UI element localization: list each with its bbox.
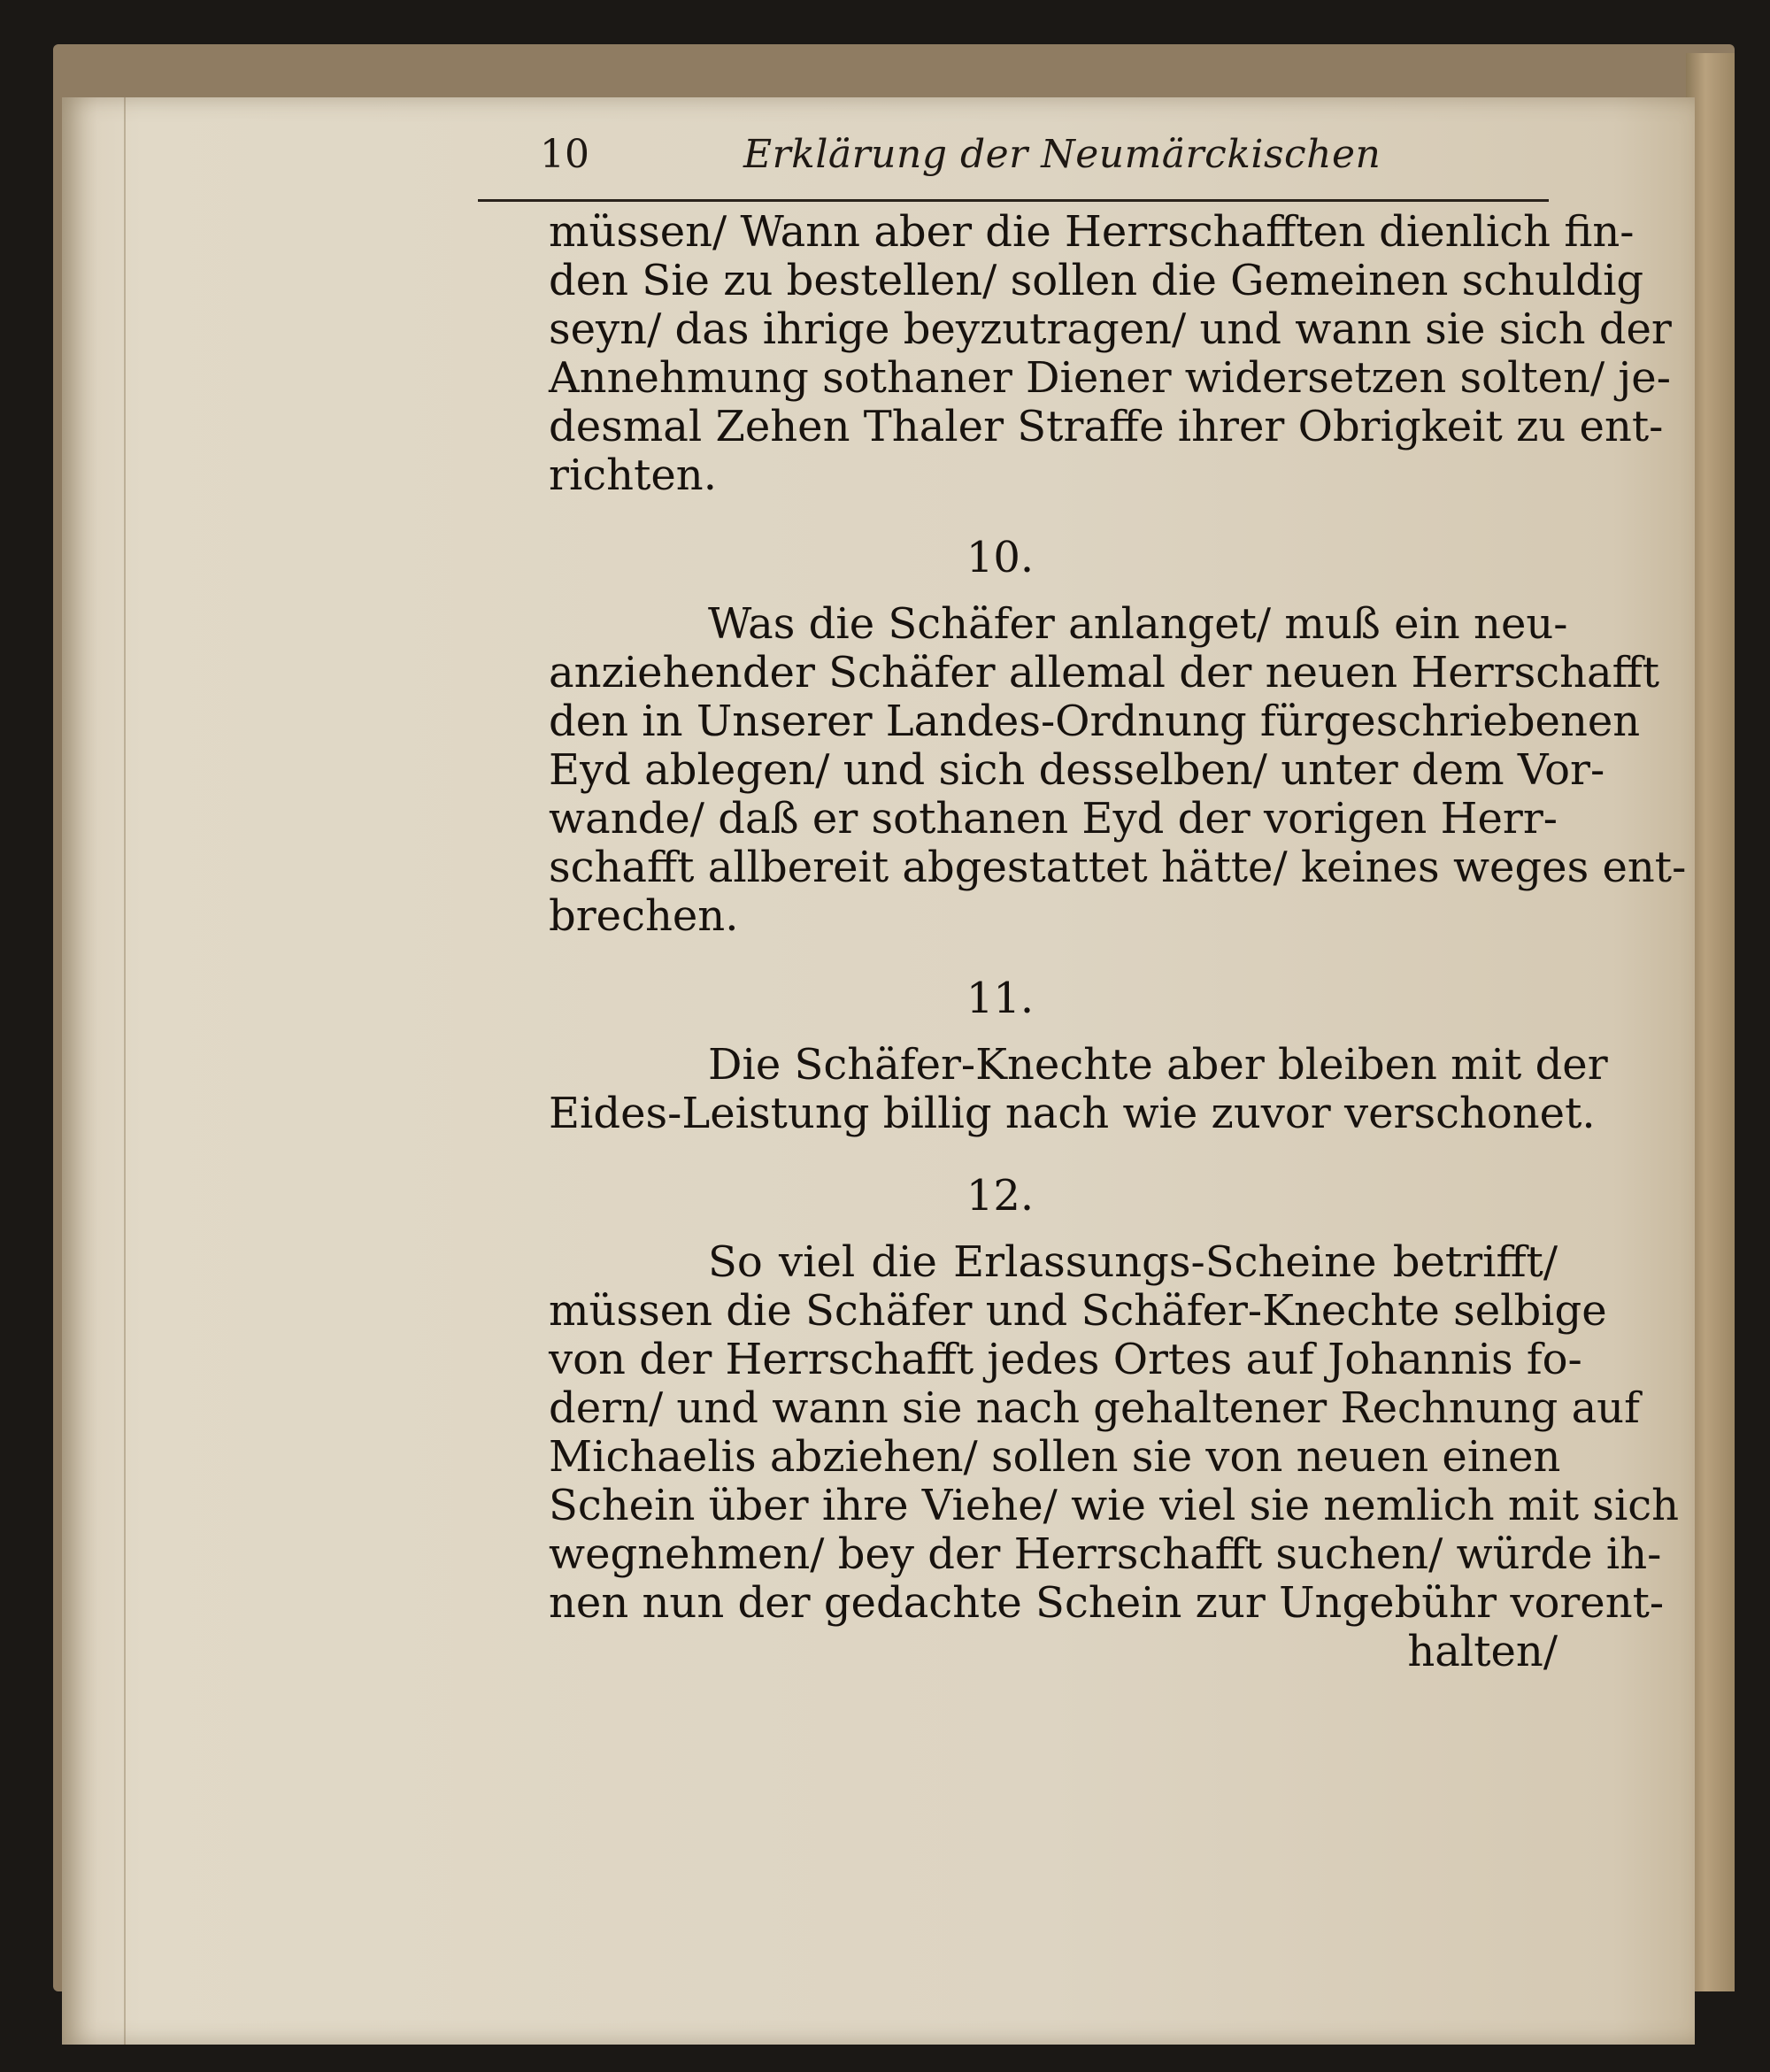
text-line: von der Herrschafft jedes Ortes auf Johannis fo-: [549, 1335, 1582, 1384]
text-line: So viel die Erlassungs-Scheine betrifft/: [708, 1237, 1558, 1287]
page-number: 10: [540, 132, 589, 177]
text-line: anziehender Schäfer allemal der neuen Herrschafft: [549, 648, 1660, 697]
text-line: nen nun der gedachte Schein zur Ungebühr vorent-: [549, 1578, 1665, 1628]
section-10-text: [549, 599, 1687, 941]
text-line: Was die Schäfer anlanget/ muß ein neu-: [708, 599, 1568, 649]
section-number-11: 11.: [966, 974, 1035, 1023]
text-line: Annehmung sothaner Diener widersetzen solten/ je-: [549, 353, 1671, 403]
text-line: Schein über ihre Viehe/ wie viel sie nemlich mit sich: [549, 1481, 1680, 1530]
text-line: wande/ daß er sothanen Eyd der vorigen Herr-: [549, 794, 1558, 843]
text-line: desmal Zehen Thaler Straffe ihrer Obrigkeit zu ent-: [549, 402, 1664, 451]
text-line: Michaelis abziehen/ sollen sie von neuen einen: [549, 1432, 1561, 1482]
text-line: schafft allbereit abgestattet hätte/ keines weges ent-: [549, 843, 1687, 892]
text-line: dern/ und wann sie nach gehaltener Rechnung auf: [549, 1383, 1640, 1433]
page-header: [478, 128, 1549, 202]
text-line: Die Schäfer-Knechte aber bleiben mit der: [708, 1040, 1608, 1090]
text-line: Eides-Leistung billig nach wie zuvor verschonet.: [549, 1089, 1596, 1138]
paragraph-continued: [549, 207, 1672, 500]
section-number-12: 12.: [966, 1171, 1035, 1221]
text-line: richten.: [549, 451, 717, 500]
text-line: müssen/ Wann aber die Herrschafften dienlich fin-: [549, 207, 1635, 257]
text-line: brechen.: [549, 891, 739, 941]
running-title: Erklärung der Neumärckischen: [743, 132, 1381, 177]
text-line: den Sie zu bestellen/ sollen die Gemeinen schuldig: [549, 256, 1644, 305]
text-line: wegnehmen/ bey der Herrschafft suchen/ würde ih-: [549, 1529, 1662, 1579]
text-line: Eyd ablegen/ und sich desselben/ unter dem Vor-: [549, 745, 1605, 795]
text-line: müssen die Schäfer und Schäfer-Knechte selbige: [549, 1286, 1607, 1336]
section-number-10: 10.: [966, 533, 1035, 582]
page-body: [549, 207, 1687, 1676]
section-11-text: [549, 1040, 1608, 1138]
section-12-text: [549, 1237, 1680, 1676]
text-line: den in Unserer Landes-Ordnung fürgeschriebenen: [549, 697, 1641, 746]
text-line: seyn/ das ihrige beyzutragen/ und wann sie sich der: [549, 304, 1672, 354]
catchword: halten/: [1407, 1627, 1558, 1676]
